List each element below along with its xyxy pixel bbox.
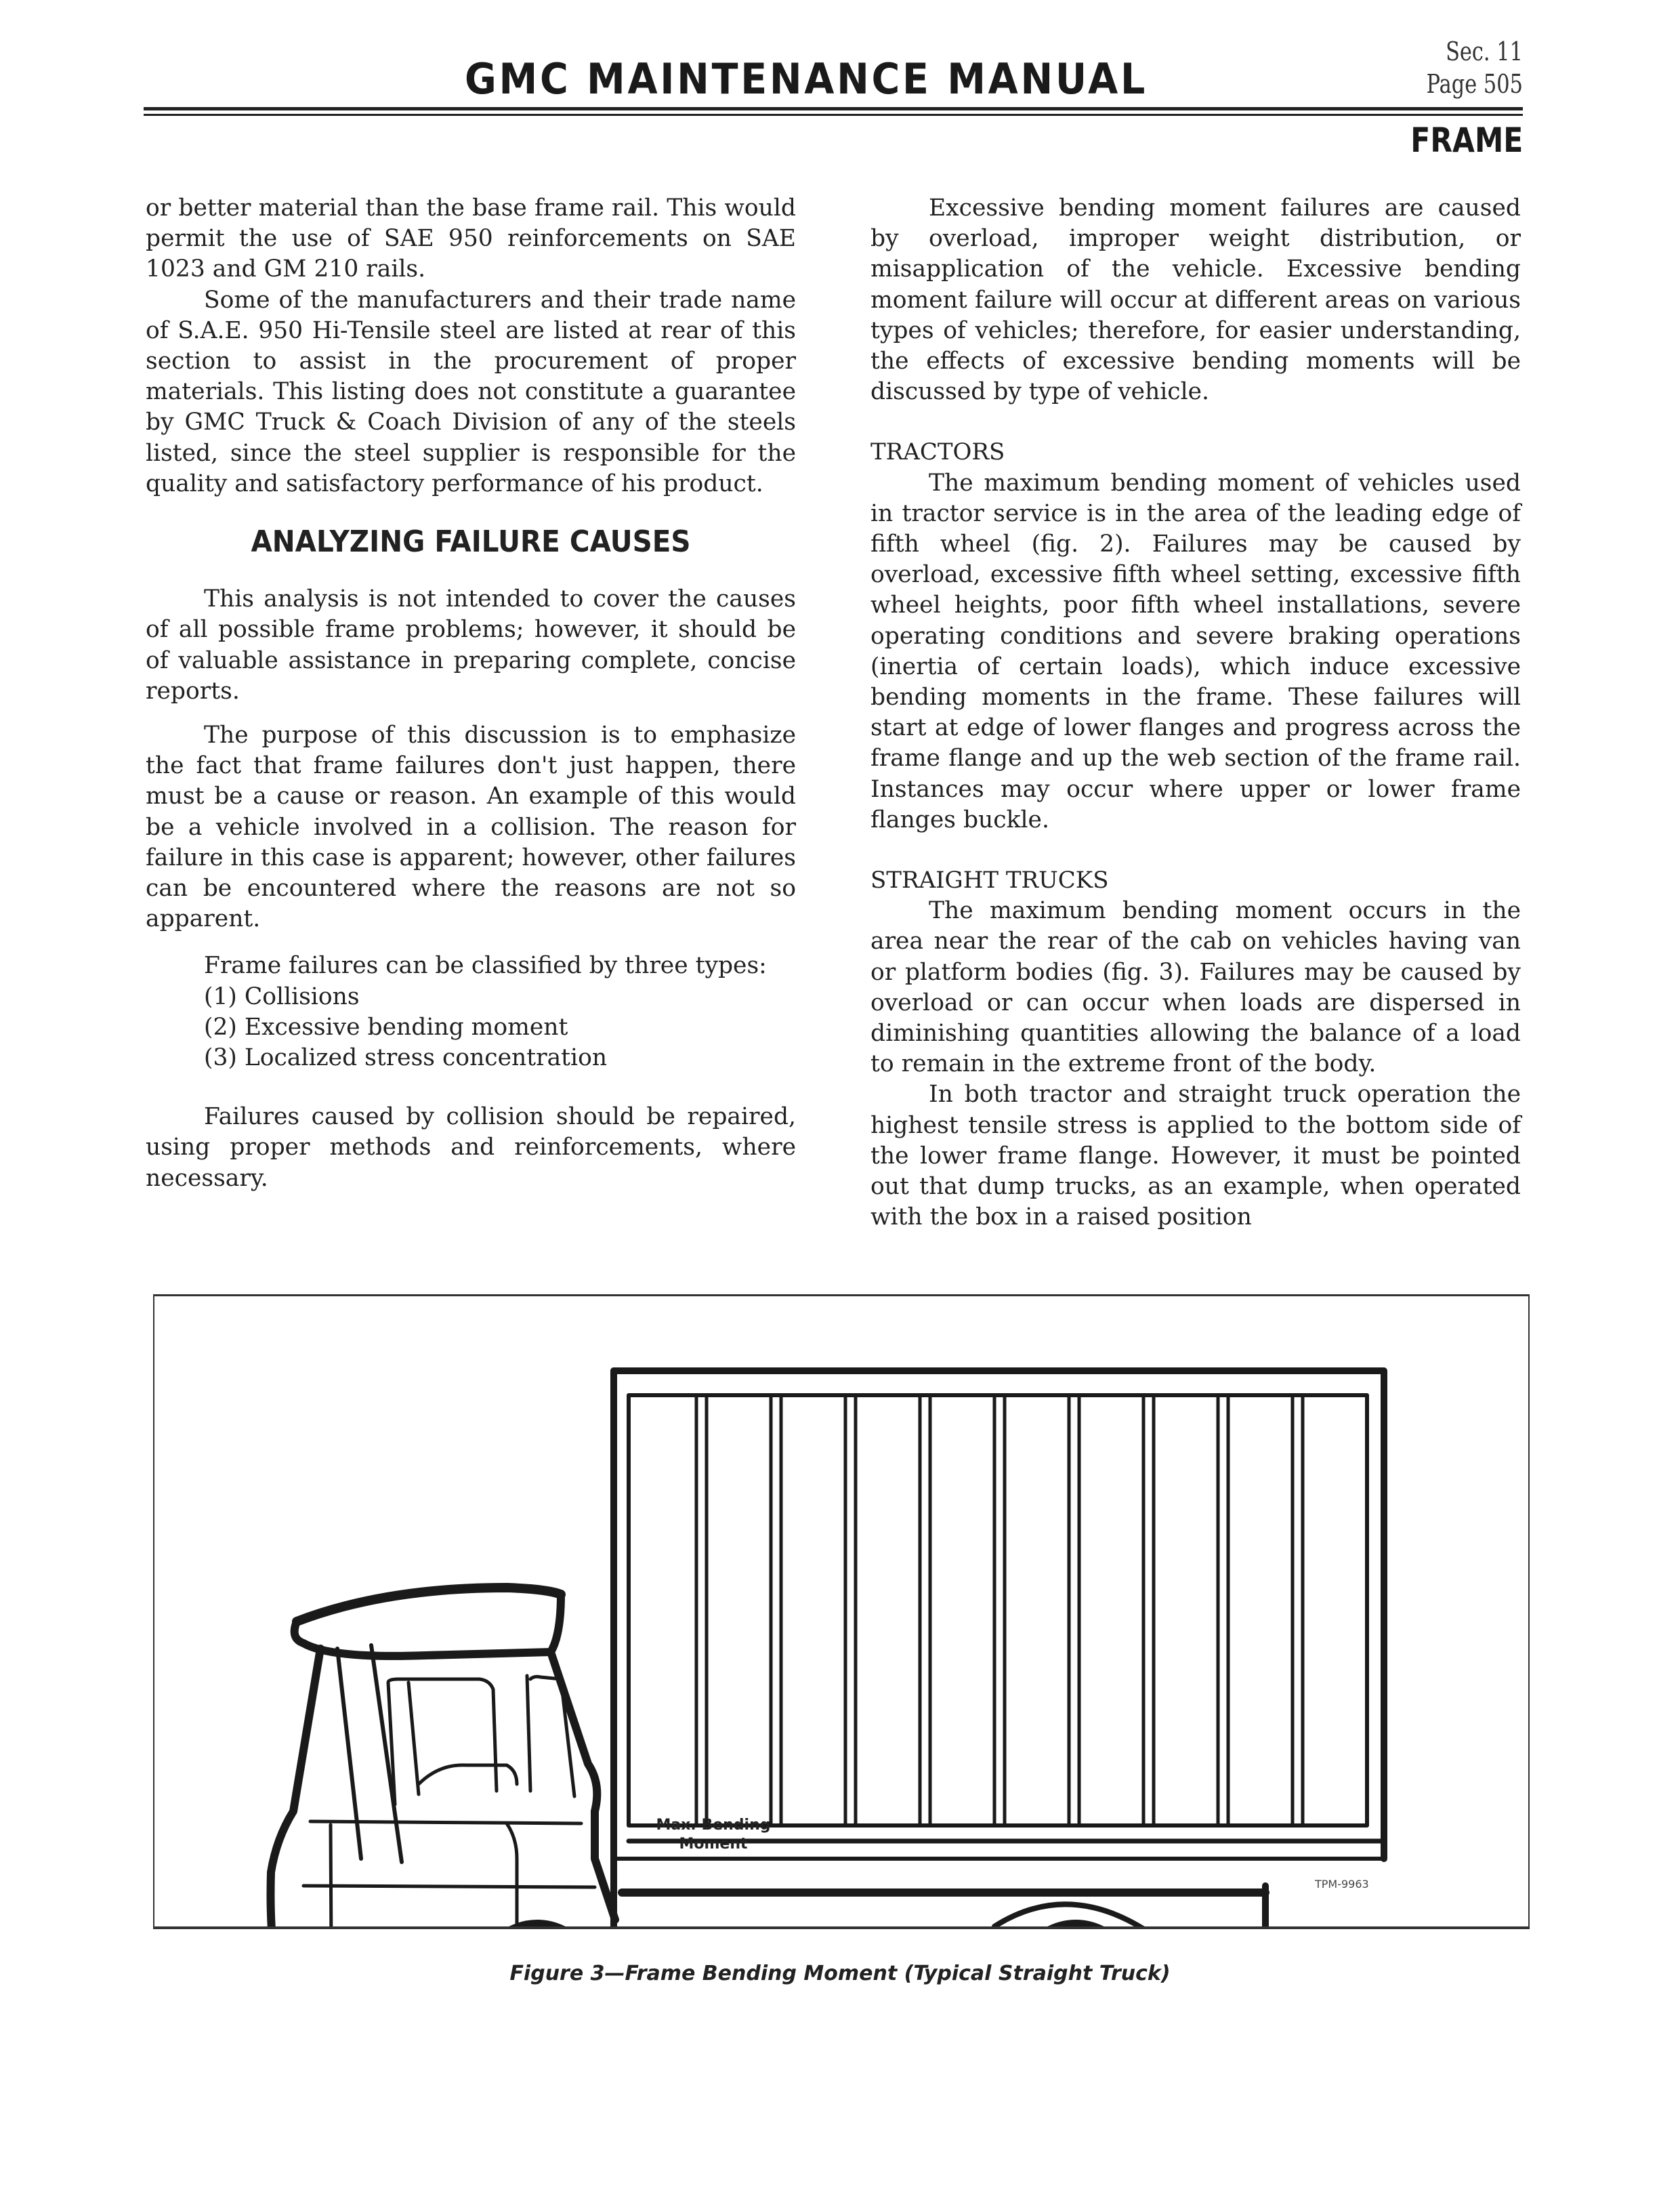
paragraph: Excessive bending moment failures are caused by overload, improper weight distribution, or misapplication of the vehicle. Excessive bending moment failure will occur at different areas on various types of vehicles; therefore, for easier understanding, the effects of excessive bending moments will be discussed by type of vehicle. [870, 194, 1521, 406]
section-page-info [1427, 35, 1523, 100]
list-item: (3) Localized stress concentration [204, 1044, 608, 1072]
figure-caption: Figure 3—Frame Bending Moment (Typical Straight Truck) [509, 1962, 1171, 1985]
figure-frame [153, 1294, 1530, 1929]
section-number: Sec. 11 [1446, 37, 1523, 66]
paragraph: The purpose of this discussion is to emphasize the fact that frame failures don't just happen, there must be a cause or reason. An example of this would be a vehicle involved in a collision. The reason for failure in this case is apparent; however, other failures can be encountered where the reasons are not so apparent. [146, 722, 796, 933]
paragraph: Failures caused by collision should be repaired, using proper methods and reinforcements, where necessary. [146, 1103, 796, 1192]
subheading-tractors: TRACTORS [870, 438, 1005, 466]
list-item: (1) Collisions [204, 983, 360, 1010]
right-column [870, 193, 1521, 1233]
annotation-line: Moment [679, 1836, 748, 1853]
list-item: (2) Excessive bending moment [204, 1013, 568, 1041]
paragraph: The maximum bending moment occurs in the area near the rear of the cab on vehicles having van or platform bodies (fig. 3). Failures may be caused by overload or can occur when loads are dispersed in diminishing quantities allowing the balance of a load to remain in the extreme front of the body. [870, 897, 1521, 1078]
max-bending-moment-label [632, 1816, 795, 1854]
paragraph: In both tractor and straight truck operation the highest tensile stress is applied to the bottom side of the lower frame flange. However, it must be pointed out that dump trucks, as an example, when operated with the box in a raised position [870, 1081, 1521, 1231]
paragraph: This analysis is not intended to cover the causes of all possible frame problems; however, it should be of valuable assistance in preparing complete, concise reports. [146, 585, 796, 705]
frame-rail [622, 1886, 1265, 1926]
subheading-straight-trucks: STRAIGHT TRUCKS [870, 867, 1109, 894]
cab [270, 1588, 615, 1926]
failure-types-list [146, 982, 796, 1074]
paragraph: The maximum bending moment of vehicles used in tractor service is in the area of the leading edge of fifth wheel (fig. 2). Failures may be caused by overload, excessive fifth wheel setting, excessive fifth wheel heights, poor fifth wheel installations, severe operating conditions and severe braking operations (inertia of certain loads), which induce excessive bending moments in the frame. These failures will start at edge of lower flanges and progress across the frame flange and up the web section of the frame rail. Instances may occur where upper or lower frame flanges buckle. [870, 469, 1521, 833]
paragraph: Frame failures can be classified by three types: [204, 952, 767, 980]
header-rule-bottom [144, 114, 1523, 116]
section-heading: ANALYZING FAILURE CAUSES [251, 524, 691, 560]
page-number: Page 505 [1426, 69, 1523, 99]
manual-title: GMC MAINTENANCE MANUAL [464, 54, 1148, 104]
paragraph: or better material than the base frame rail. This would permit the use of SAE 950 reinforcements on SAE 1023 and GM 210 rails. [146, 194, 796, 283]
section-name: FRAME [1410, 121, 1523, 160]
rear-wheel [994, 1904, 1157, 1926]
figure-code: TPM-9963 [1315, 1878, 1369, 1891]
left-column [146, 193, 796, 1194]
paragraph: Some of the manufacturers and their trade name of S.A.E. 950 Hi-Tensile steel are listed at rear of this section to assist in the procurement of proper materials. This listing does not constitute a guarantee by GMC Truck & Coach Division of any of the steels listed, since the steel supplier is responsible for the quality and satisfactory performance of his product. [146, 286, 796, 497]
annotation-line: Max. Bending [656, 1817, 771, 1834]
truck-illustration [154, 1296, 1528, 1926]
header-rule-top [144, 107, 1523, 110]
